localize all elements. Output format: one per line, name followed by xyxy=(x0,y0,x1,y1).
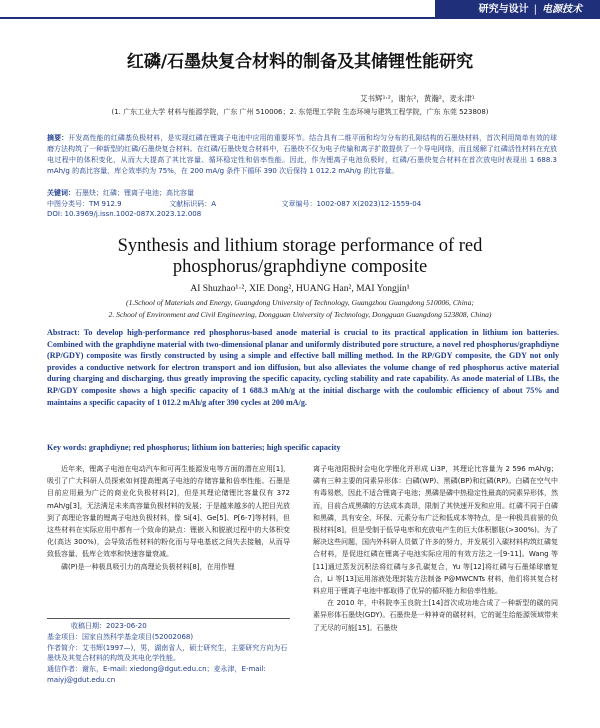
english-affiliation-2: 2. School of Environment and Civil Engineering, Dongguan University of Technology, Dongguan Guangdong 523808, China) xyxy=(108,310,492,319)
body-paragraph: 近年来，锂离子电池在电动汽车和可再生能源发电等方面的潜在应用[1]，吸引了广大科研人员探索如何提高锂离子电池的存储容量和倍率性能。石墨是目前应用最为广泛的商业化负极材料[2]，但是其理论储锂比容量仅有 372 mAh/g[3]，无法满足未来高容量负极材料的发展；于是越来越多的人把目光放到了高理论容量的锂离子电池负极材料，像 Si[4]、Ge[5]、P[6-7]等材料，但这些材料在实际应用中都有一个致命的缺点：锂嵌入和脱嵌过程中的大体积变化(高达 300%)，会导致活性材料的粉化而与导电基底之间失去接触，从而导致低容量、低库仑效率和快速容量衰减。 xyxy=(47,465,290,559)
english-abstract-text: To develop high-performance red phosphorus-based anode material is crucial to its practical application in lithium ion batteries. Combined with the graphdiyne material with two-dimensional planar and uniformly distributed pore structure, a novel red phosphorus/graphdiyne (RP/GDY) composite was firstly constructed by using a simple and effective ball milling method. In the RP/GDY composite, the GDY not only provides a conductive network for electron transport and ion diffusion, but also alleviates the volume change of red phosphorus active material during charging and discharging, thus greatly improving the specific capacity, cycling stability and rate capability. As anode material of LIBs, the RP/GDY composite shows a high specific capacity of 1 688.3 mAh/g at the initial discharge with the coulombic efficiency of about 75% and maintains a specific capacity of 1 012.2 mAh/g after 390 cycles at 200 mA/g. xyxy=(47,328,559,407)
chinese-authors: 艾书辉¹·²，谢东²，黄瀚²，麦永津¹ xyxy=(360,94,475,103)
english-title-line2: phosphorus/graphdiyne composite xyxy=(172,257,428,277)
chinese-affiliation: (1. 广东工业大学 材料与能源学院，广东 广州 510006；2. 东莞理工学院 生态环境与建筑工程学院，广东 东莞 523808) xyxy=(111,108,489,116)
classification-line xyxy=(47,199,557,209)
abstract-label: 摘要： xyxy=(47,134,69,142)
body-column-right xyxy=(313,463,558,634)
chinese-abstract xyxy=(47,133,557,177)
english-authors: AI Shuzhao¹·², XIE Dong², HUANG Han², MAI Yongjin¹ xyxy=(190,284,410,294)
journal-name: 电源技术 xyxy=(542,4,582,15)
doi: DOI: 10.3969/j.issn.1002-087X.2023.12.008 xyxy=(47,210,202,218)
body-column-left xyxy=(47,463,290,573)
abstract-text: 开发高性能的红磷基负极材料，是实现红磷在锂离子电池中应用的重要环节。结合具有二维平面和均匀分布的孔隙结构的石墨炔材料，首次利用简单有效的球磨方法构筑了一种新型的红磷/石墨炔复合材料。在红磷/石墨炔复合材料中，石墨炔不仅为电子传输和离子扩散提供了一个导电网络，而且缓解了红磷活性材料在充放电过程中的体积变化，从而大大提高了其比容量、循环稳定性和倍率性能。因此，作为锂离子电池负极时，红磷/石墨炔复合材料在首次放电时表现出 1 688.3 mAh/g 的高比容量，库仑效率约为 75%，在 200 mA/g 条件下循环 390 次后保持 1 012.2 mAh/g 的比容量。 xyxy=(47,134,558,176)
section-label: 研究与设计 xyxy=(478,4,529,15)
document-code: 文献标识码：A xyxy=(169,200,217,208)
clc-number: 中图分类号：TM 912.9 xyxy=(47,200,122,208)
journal-banner xyxy=(435,0,600,19)
english-keywords-label: Key words: xyxy=(47,443,87,452)
footnote-received: 收稿日期：2023-06-20 xyxy=(71,622,147,630)
english-title xyxy=(0,236,600,278)
english-abstract-label: Abstract: xyxy=(47,328,80,337)
english-keywords xyxy=(47,443,559,452)
english-abstract xyxy=(47,327,559,408)
footnote-author: 作者简介：艾书辉(1997—)，男，湖南省人，硕士研究生，主要研究方向为石墨炔及其复合材料的构筑及其电化学性能。 xyxy=(47,643,288,663)
body-paragraph: 磷(P)是一种极具吸引力的高理论负极材料[8]，在用作锂 xyxy=(61,562,235,571)
english-affiliation-1: (1.School of Materials and Energy, Guangdong University of Technology, Guangzhou Guangdong 510006, China; xyxy=(126,298,474,307)
footnote xyxy=(47,621,292,686)
chinese-keywords xyxy=(47,188,194,198)
body-paragraph: 在 2010 年，中科院李玉良院士[14]首次成功地合成了一种新型的碳的同素异形体石墨炔(GDY)。石墨炔是一种神奇的碳材料，它的诞生给能源领域带来了无尽的可能[15]。石墨炔 xyxy=(313,599,558,632)
footnote-fund: 基金项目：国家自然科学基金项目(52002068) xyxy=(47,632,194,641)
english-keywords-text: graphdiyne; red phosphorus; lithium ion batteries; high specific capacity xyxy=(88,443,341,452)
article-id: 文章编号：1002-087 X(2023)12-1559-04 xyxy=(281,200,422,208)
keywords-text: 石墨炔；红磷；锂离子电池；高比容量 xyxy=(75,189,194,197)
footnote-rule xyxy=(47,618,290,619)
body-paragraph: 离子电池阳极时会电化学锂化并形成 Li3P，其理论比容量为 2 596 mAh/g；磷有三种主要的同素异形体：白磷(WP)、黑磷(BP)和红磷(RP)。白磷在空气中有毒易燃，因此不适合锂离子电池；黑磷是磷中热稳定性最高的同素异形体，然而，目前合成黑磷的方法成本高昂，限制了其快速开发和应用。红磷不同于白磷和黑磷，具有安全、环保、元素分布广泛和低成本等特点，是一种极具前景的负极材料[8]，但是受制于低导电率和充放电产生的巨大体积膨胀(>300%)。为了解决这些问题，国内外科研人员做了许多的努力，并发展引入碳材料构筑红磷复合材料，是促进红磷在锂离子电池实际应用的有效方法之一[9-11]。Wang 等[11]通过蒸发沉积法将红磷与多孔碳复合，Yu 等[12]将红磷与石墨烯球磨复合，Li 等[13]运用溶液处理封装方法制备 P@MWCNTs 材料，他们将其复合材料应用于锂离子电池中都取得了优异的循环能力和倍率性能。 xyxy=(313,465,558,596)
keywords-label: 关键词： xyxy=(47,189,75,197)
english-title-line1: Synthesis and lithium storage performance of red xyxy=(117,236,483,256)
banner-separator: | xyxy=(533,4,537,15)
chinese-title: 红磷/石墨炔复合材料的制备及其储锂性能研究 xyxy=(126,52,474,72)
footnote-contact: 通信作者：谢东，E-mail: xiedong@dgut.edu.cn；麦永津，E-mail: maiyj@gdut.edu.cn xyxy=(47,665,266,684)
